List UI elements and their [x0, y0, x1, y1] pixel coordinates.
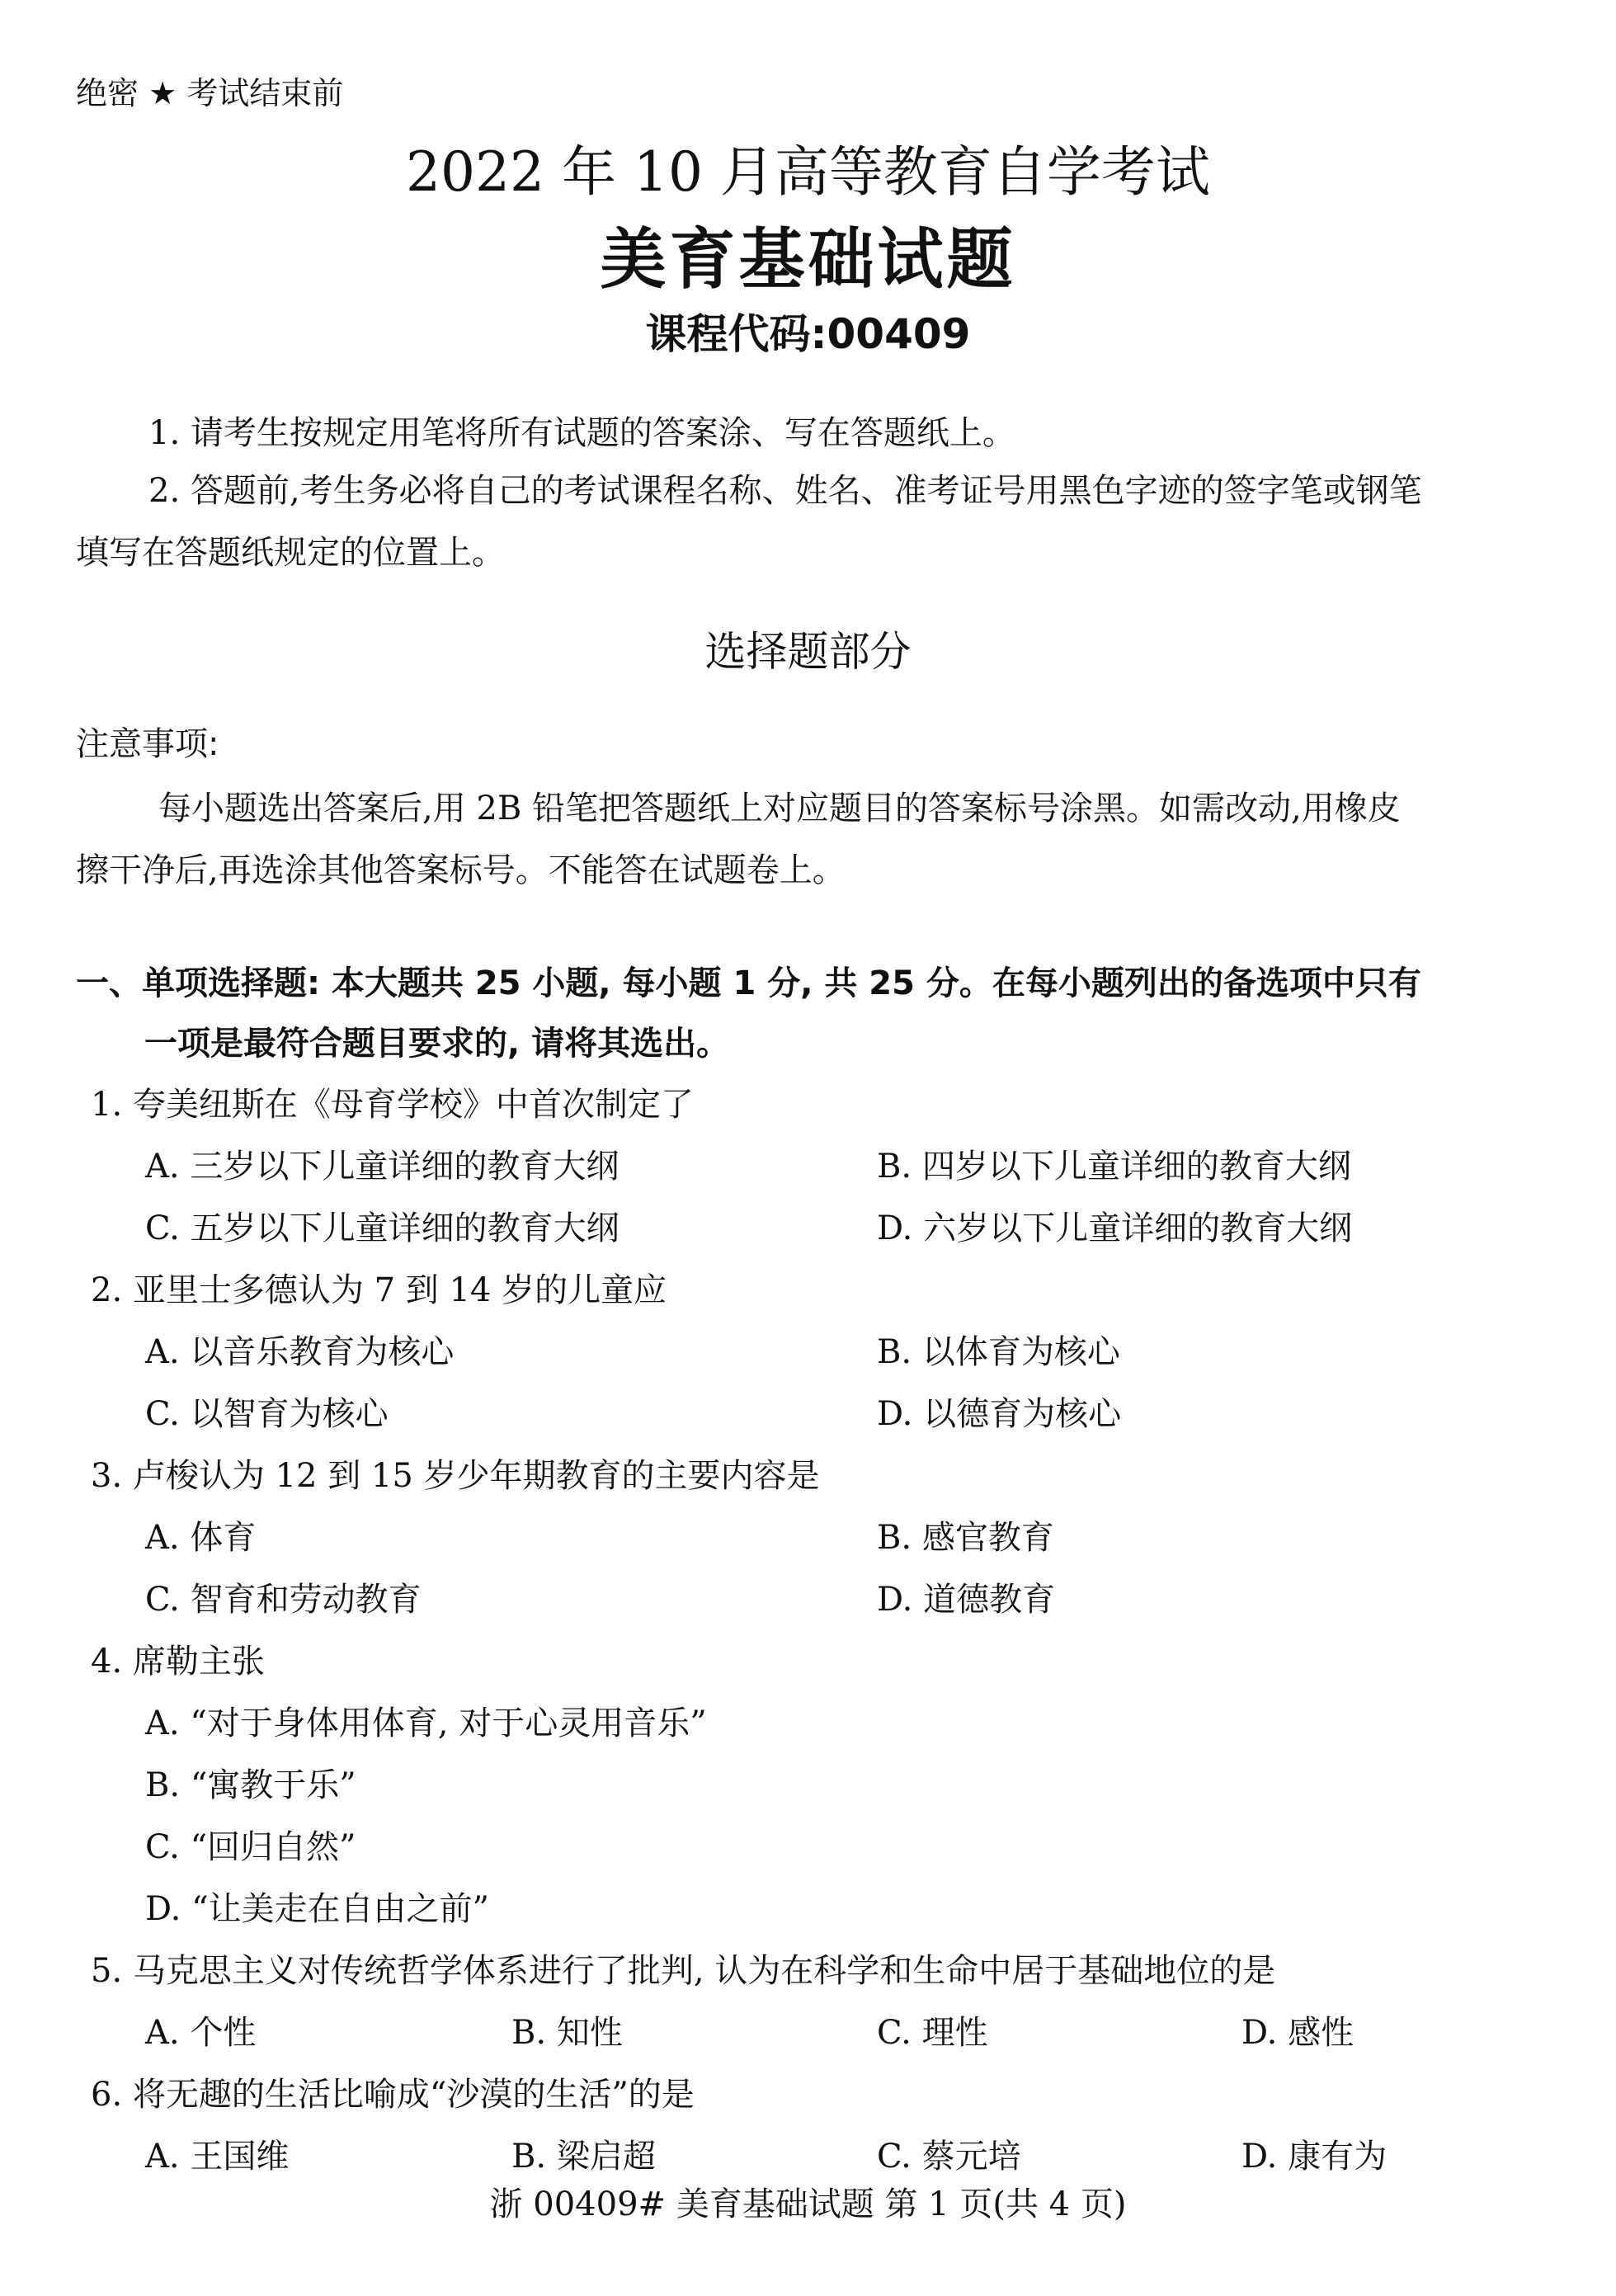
question-5-option-c: C. 理性 — [877, 2014, 988, 2052]
question-1-stem: 1. 夸美纽斯在《母育学校》中首次制定了 — [91, 1086, 694, 1124]
part-heading-line-1: 一、单项选择题: 本大题共 25 小题, 每小题 1 分, 共 25 分。在每小题列出的备选项中只有 — [76, 964, 1421, 1002]
question-3-option-c: C. 智育和劳动教育 — [145, 1581, 422, 1619]
question-6-option-d: D. 康有为 — [1241, 2138, 1387, 2176]
question-6-option-a: A. 王国维 — [145, 2138, 290, 2176]
question-6-stem: 6. 将无趣的生活比喻成“沙漠的生活”的是 — [91, 2076, 695, 2114]
question-4-option-a: A. “对于身体用体育, 对于心灵用音乐” — [145, 1704, 707, 1742]
question-3-option-a: A. 体育 — [145, 1519, 257, 1557]
question-4-option-b: B. “寓教于乐” — [145, 1766, 356, 1804]
question-2-option-a: A. 以音乐教育为核心 — [145, 1333, 455, 1371]
question-1-option-c: C. 五岁以下儿童详细的教育大纲 — [145, 1209, 620, 1247]
instruction-2: 2. 答题前,考生务必将自己的考试课程名称、姓名、准考证号用黑色字迹的签字笔或钢笔 — [148, 472, 1422, 510]
question-2-option-d: D. 以德育为核心 — [877, 1395, 1122, 1433]
notice-line-2: 擦干净后,再选涂其他答案标号。不能答在试题卷上。 — [76, 851, 846, 889]
question-6-option-b: B. 梁启超 — [511, 2138, 656, 2176]
question-5-option-d: D. 感性 — [1241, 2014, 1355, 2052]
question-3-option-d: D. 道德教育 — [877, 1581, 1056, 1619]
question-3-option-b: B. 感官教育 — [877, 1519, 1054, 1557]
notice-label: 注意事项: — [76, 725, 219, 763]
question-6-option-c: C. 蔡元培 — [877, 2138, 1021, 2176]
question-4-stem: 4. 席勒主张 — [91, 1643, 265, 1681]
exam-title: 2022 年 10 月高等教育自学考试 — [406, 140, 1210, 204]
question-5-stem: 5. 马克思主义对传统哲学体系进行了批判, 认为在科学和生命中居于基础地位的是 — [91, 1952, 1276, 1990]
question-5-option-a: A. 个性 — [145, 2014, 257, 2052]
question-2-stem: 2. 亚里士多德认为 7 到 14 岁的儿童应 — [91, 1271, 667, 1309]
question-1-option-d: D. 六岁以下儿童详细的教育大纲 — [877, 1209, 1353, 1247]
question-1-option-b: B. 四岁以下儿童详细的教育大纲 — [877, 1148, 1351, 1186]
question-4-option-d: D. “让美走在自由之前” — [145, 1890, 489, 1928]
instruction-1: 1. 请考生按规定用笔将所有试题的答案涂、写在答题纸上。 — [148, 414, 1015, 452]
question-2-option-c: C. 以智育为核心 — [145, 1395, 389, 1433]
question-1-option-a: A. 三岁以下儿童详细的教育大纲 — [145, 1148, 620, 1186]
section-heading: 选择题部分 — [704, 628, 912, 676]
notice-line-1: 每小题选出答案后,用 2B 铅笔把答题纸上对应题目的答案标号涂黑。如需改动,用橡皮 — [158, 790, 1401, 827]
paper-title: 美育基础试题 — [600, 221, 1016, 298]
part-heading-line-2: 一项是最符合题目要求的, 请将其选出。 — [144, 1025, 730, 1063]
question-4-option-c: C. “回归自然” — [145, 1828, 356, 1866]
question-3-stem: 3. 卢梭认为 12 到 15 岁少年期教育的主要内容是 — [91, 1457, 820, 1495]
question-2-option-b: B. 以体育为核心 — [877, 1333, 1120, 1371]
confidential-label: 绝密 ★ 考试结束前 — [76, 75, 344, 111]
question-5-option-b: B. 知性 — [511, 2014, 623, 2052]
instruction-2-continued: 填写在答题纸规定的位置上。 — [76, 534, 505, 572]
course-code: 课程代码:00409 — [645, 310, 971, 358]
page-footer: 浙 00409# 美育基础试题 第 1 页(共 4 页) — [489, 2185, 1127, 2223]
